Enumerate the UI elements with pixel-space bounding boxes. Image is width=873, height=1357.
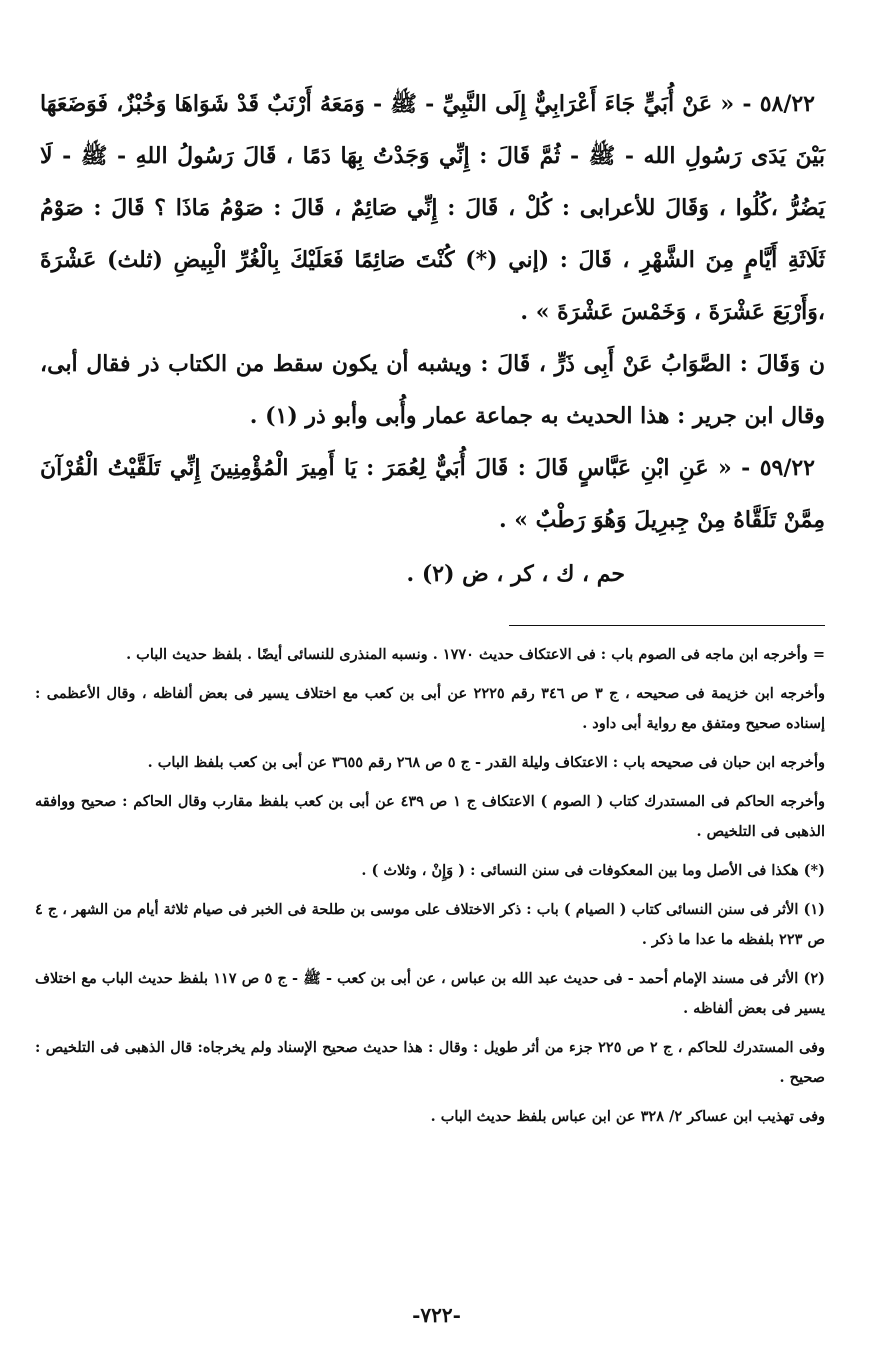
source-abbreviations: حم ، ك ، كر ، ض (٢) . [406, 561, 625, 587]
footnote-2: (٢) الأثر فى مسند الإمام أحمد - فى حديث عبد الله بن عباس ، عن أبى بن كعب - ﷺ - ج ٥ ص ١١٧ بلفظ حديث الباب مع اختلاف يسير فى بعض ألفاظه . [35, 970, 825, 1017]
footnote-separator [509, 625, 825, 626]
hadith-58-paragraph: ٥٨/٢٢ - « عَنْ أُبَيٍّ جَاءَ أَعْرَابِيٌّ إِلَى النَّبِيِّ - ﷺ - وَمَعَهُ أَرْنَبٌ قَدْ شَوَاهَا وَخُبْزٌ، فَوَضَعَهَا بَيْنَ يَدَى رَسُولِ الله - ﷺ - ثُمَّ قَالَ : إِنِّي وَجَدْتُ بِهَا دَمًا ، قَالَ رَسُولُ اللهِ - ﷺ - لَا يَضُرُّ ،كُلُوا ، وَقَالَ للأعرابى : كُلْ ، قَالَ : إِنِّي صَائِمٌ ، قَالَ : صَوْمُ مَاذَا ؟ قَالَ : صَوْمُ ثَلَاثَةِ أَيَّامٍ مِنَ الشَّهْرِ ، قَالَ : (إني (*) كُنْتَ صَائِمًا فَعَلَيْكَ بِالْغُرِّ الْبِيضِ (ثلث) عَشْرَةَ ،وَأَرْبَعَ عَشْرَةَ ، وَخَمْسَ عَشْرَةَ » . [40, 91, 826, 325]
footnote-ibn-hibban: وأخرجه ابن حبان فى صحيحه باب : الاعتكاف وليلة القدر - ج ٥ ص ٢٦٨ رقم ٣٦٥٥ عن أبى بن كعب بلفظ الباب . [147, 754, 825, 771]
footnote-hakim: وأخرجه الحاكم فى المستدرك كتاب ( الصوم ) الاعتكاف ج ١ ص ٤٣٩ عن أبى بن كعب بلفظ مقارب وقال الحاكم : صحيح ووافقه الذهبى فى التلخيص . [35, 793, 825, 840]
footnote-1: (١) الأثر فى سنن النسائى كتاب ( الصيام ) باب : ذكر الاختلاف على موسى بن طلحة فى الخبر فى صيام ثلاثة أيام من الشهر ، ج ٤ ص ٢٢٣ بلفظه ما عدا ما ذكر . [35, 901, 825, 948]
hadith-59-paragraph: ٥٩/٢٢ - « عَنِ ابْنِ عَبَّاسٍ قَالَ : قَالَ أُبَيٌّ لِعُمَرَ : يَا أَمِيرَ الْمُؤْمِنِينَ إِنِّي تَلَقَّيْتُ الْقُرْآنَ مِمَّنْ تَلَقَّاهُ مِنْ جِبرِيلَ وَهُوَ رَطْبٌ » . [40, 455, 825, 533]
footnote-continuation: = وأخرجه ابن ماجه فى الصوم باب : فى الاعتكاف حديث ١٧٧٠ . ونسبه المنذرى للنسائى أيضًا . بلفظ حديث الباب . [126, 646, 825, 663]
footnote-ibn-asakir: وفى تهذيب ابن عساكر ٢/ ٣٢٨ عن ابن عباس بلفظ حديث الباب . [430, 1108, 825, 1125]
footnote-ibn-khuzaymah: وأخرجه ابن خزيمة فى صحيحه ، ج ٣ ص ٣٤٦ رقم ٢٢٢٥ عن أبى بن كعب مع اختلاف يسير فى بعض ألفاظه ، وقال الأعظمى : إسناده صحيح ومتفق مع رواية أبى داود . [35, 685, 825, 732]
footnotes-section [35, 640, 825, 1141]
page-number: -٧٢٢- [412, 1303, 461, 1327]
main-text [40, 78, 825, 600]
footnote-mustadrak: وفى المستدرك للحاكم ، ج ٢ ص ٢٢٥ جزء من أثر طويل : وقال : هذا حديث صحيح الإسناد ولم يخرجاه: قال الذهبى فى التلخيص : صحيح . [35, 1039, 825, 1086]
commentary-paragraph: ن وَقَالَ : الصَّوَابُ عَنْ أَبِى ذَرٍّ ، قَالَ : ويشبه أن يكون سقط من الكتاب ذر فقال أبى، وقال ابن جرير : هذا الحديث به جماعة عمار وأُبى وأبو ذر (١) . [40, 351, 825, 429]
footnote-asterisk: (*) هكذا فى الأصل وما بين المعكوفات فى سنن النسائى : ( وَإِنْ ، وثلاث ) . [361, 862, 825, 879]
